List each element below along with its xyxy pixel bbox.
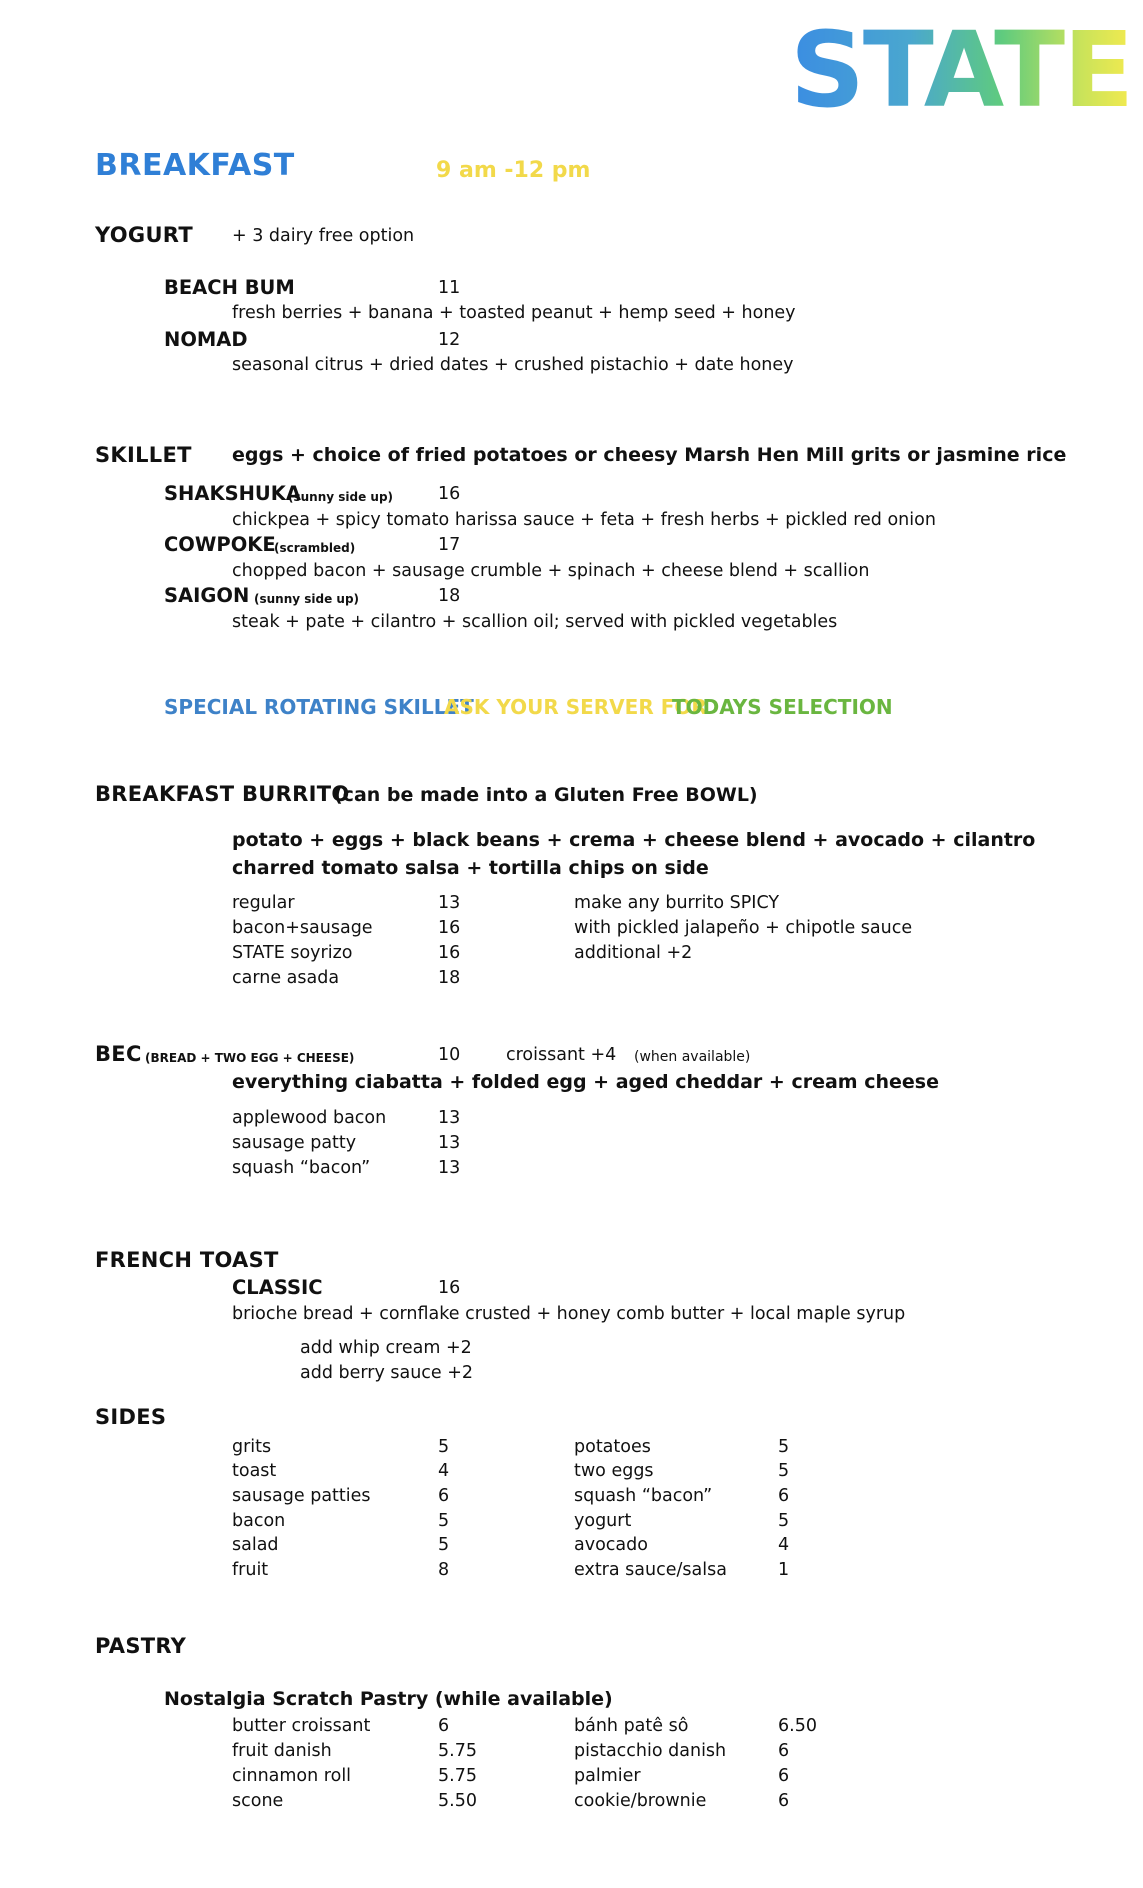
side-name: extra sauce/salsa — [574, 1560, 727, 1580]
pastry-price: 6 — [778, 1791, 790, 1811]
pastry-name: bánh patê sô — [574, 1716, 689, 1736]
pastry-name: butter croissant — [232, 1716, 371, 1736]
item-desc: fresh berries + banana + toasted peanut + hemp seed + honey — [232, 303, 796, 323]
item-tag: (scrambled) — [274, 541, 356, 555]
section-title-yogurt: YOGURT — [95, 223, 193, 247]
state-logo: STATE — [790, 9, 1133, 131]
item-name: CLASSIC — [232, 1276, 323, 1299]
side-name: potatoes — [574, 1437, 651, 1457]
special-label: SPECIAL ROTATING SKILLET — [164, 695, 474, 719]
pastry-price: 5.50 — [438, 1791, 477, 1811]
option-name: carne asada — [232, 968, 340, 988]
pastry-price: 6 — [778, 1741, 790, 1761]
side-price: 1 — [778, 1560, 790, 1580]
side-name: fruit — [232, 1560, 269, 1580]
hours: 9 am -12 pm — [436, 158, 591, 183]
bec-desc: everything ciabatta + folded egg + aged cheddar + cream cheese — [232, 1071, 939, 1093]
section-title-pastry: PASTRY — [95, 1634, 187, 1658]
side-price: 5 — [778, 1437, 790, 1457]
item-desc: seasonal citrus + dried dates + crushed pistachio + date honey — [232, 355, 794, 375]
option-price: 18 — [438, 968, 461, 988]
option-price: 13 — [438, 893, 461, 913]
menu-title: BREAKFAST — [95, 148, 295, 183]
yogurt-note: + 3 dairy free option — [232, 226, 415, 246]
pastry-price: 6 — [438, 1716, 450, 1736]
side-price: 6 — [438, 1486, 450, 1506]
croissant-note: (when available) — [634, 1049, 751, 1065]
side-name: two eggs — [574, 1461, 654, 1481]
item-desc: steak + pate + cilantro + scallion oil; served with pickled vegetables — [232, 612, 838, 632]
item-name: NOMAD — [164, 328, 248, 351]
side-price: 5 — [778, 1511, 790, 1531]
item-desc: chopped bacon + sausage crumble + spinach + cheese blend + scallion — [232, 561, 870, 581]
burrito-desc-1: potato + eggs + black beans + crema + cheese blend + avocado + cilantro — [232, 829, 1036, 851]
item-name: SHAKSHUKA — [164, 482, 301, 505]
item-name: SAIGON — [164, 584, 250, 607]
item-tag: (sunny side up) — [254, 592, 360, 606]
side-name: salad — [232, 1535, 279, 1555]
section-title-burrito: BREAKFAST BURRITO — [95, 782, 350, 806]
spicy-line: additional +2 — [574, 943, 693, 963]
pastry-subtitle: Nostalgia Scratch Pastry (while available) — [164, 1688, 613, 1710]
side-name: avocado — [574, 1535, 648, 1555]
item-name: COWPOKE — [164, 533, 276, 556]
side-price: 5 — [438, 1437, 450, 1457]
item-price: 11 — [438, 278, 461, 298]
pastry-name: pistacchio danish — [574, 1741, 727, 1761]
section-title-bec: BEC — [95, 1042, 142, 1066]
item-price: 18 — [438, 586, 461, 606]
side-price: 5 — [438, 1511, 450, 1531]
item-name: BEACH BUM — [164, 276, 295, 299]
pastry-name: palmier — [574, 1766, 641, 1786]
item-desc: chickpea + spicy tomato harissa sauce + feta + fresh herbs + pickled red onion — [232, 510, 936, 530]
item-price: 16 — [438, 1278, 461, 1298]
pastry-price: 6 — [778, 1766, 790, 1786]
bec-price: 10 — [438, 1045, 461, 1065]
pastry-price: 5.75 — [438, 1766, 477, 1786]
skillet-note: eggs + choice of fried potatoes or cheesy Marsh Hen Mill grits or jasmine rice — [232, 444, 1067, 466]
pastry-name: cookie/brownie — [574, 1791, 707, 1811]
section-title-french-toast: FRENCH TOAST — [95, 1248, 279, 1272]
section-title-sides: SIDES — [95, 1405, 167, 1429]
item-price: 16 — [438, 484, 461, 504]
special-ask: ASK YOUR SERVER FOR — [444, 695, 707, 719]
option-price: 13 — [438, 1108, 461, 1128]
side-price: 8 — [438, 1560, 450, 1580]
side-price: 4 — [438, 1461, 450, 1481]
side-price: 5 — [438, 1535, 450, 1555]
spicy-line: with pickled jalapeño + chipotle sauce — [574, 918, 913, 938]
option-name: regular — [232, 893, 295, 913]
burrito-note: (can be made into a Gluten Free BOWL) — [334, 784, 758, 806]
side-price: 6 — [778, 1486, 790, 1506]
special-selection: TODAYS SELECTION — [672, 695, 893, 719]
pastry-price: 6.50 — [778, 1716, 817, 1736]
option-price: 13 — [438, 1133, 461, 1153]
pastry-name: cinnamon roll — [232, 1766, 352, 1786]
option-name: sausage patty — [232, 1133, 357, 1153]
side-name: sausage patties — [232, 1486, 371, 1506]
item-desc: brioche bread + cornflake crusted + honey comb butter + local maple syrup — [232, 1304, 906, 1324]
option-price: 16 — [438, 943, 461, 963]
option-price: 16 — [438, 918, 461, 938]
side-name: bacon — [232, 1511, 286, 1531]
side-name: squash “bacon” — [574, 1486, 713, 1506]
section-title-skillet: SKILLET — [95, 443, 192, 467]
bec-tag: (BREAD + TWO EGG + CHEESE) — [145, 1051, 355, 1065]
spicy-line: make any burrito SPICY — [574, 893, 780, 913]
pastry-price: 5.75 — [438, 1741, 477, 1761]
option-name: squash “bacon” — [232, 1158, 371, 1178]
addon: add berry sauce +2 — [300, 1363, 474, 1383]
side-name: grits — [232, 1437, 272, 1457]
burrito-desc-2: charred tomato salsa + tortilla chips on side — [232, 857, 709, 879]
pastry-name: fruit danish — [232, 1741, 332, 1761]
pastry-name: scone — [232, 1791, 284, 1811]
item-price: 17 — [438, 535, 461, 555]
option-name: bacon+sausage — [232, 918, 373, 938]
side-price: 4 — [778, 1535, 790, 1555]
item-tag: (sunny side up) — [288, 490, 394, 504]
side-name: yogurt — [574, 1511, 632, 1531]
croissant-option: croissant +4 — [506, 1045, 617, 1065]
item-price: 12 — [438, 330, 461, 350]
addon: add whip cream +2 — [300, 1338, 472, 1358]
side-price: 5 — [778, 1461, 790, 1481]
option-name: applewood bacon — [232, 1108, 387, 1128]
side-name: toast — [232, 1461, 277, 1481]
option-price: 13 — [438, 1158, 461, 1178]
option-name: STATE soyrizo — [232, 943, 353, 963]
